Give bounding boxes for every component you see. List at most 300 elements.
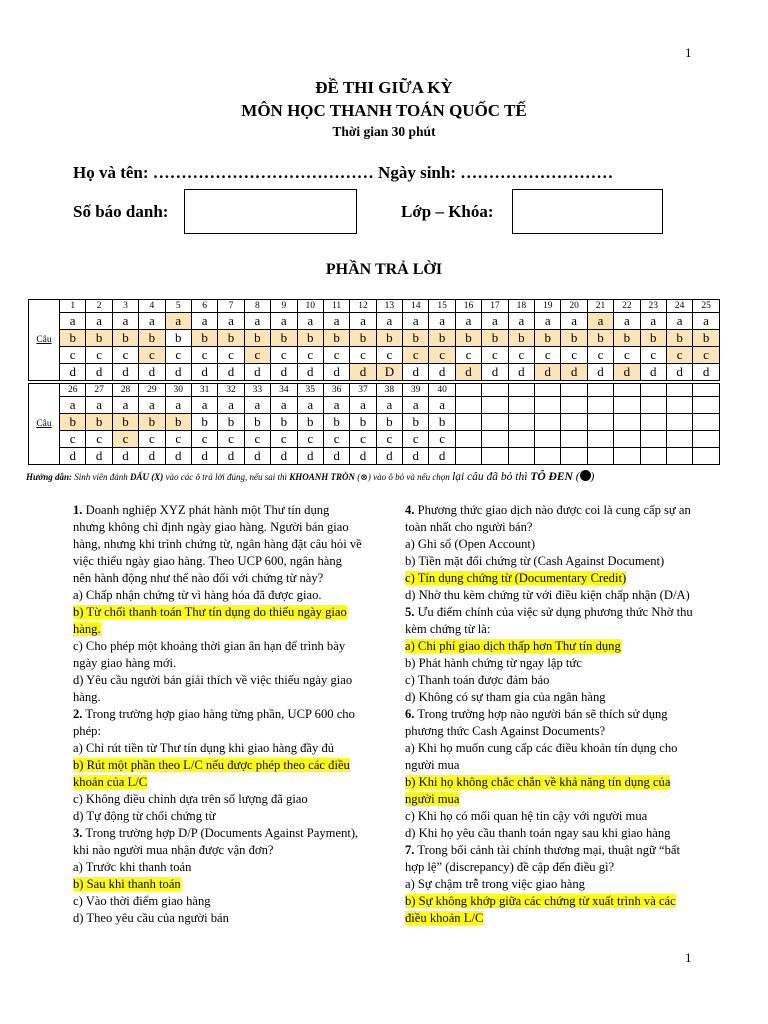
questions-right-column <box>405 502 695 927</box>
answer-option-c-cell[interactable]: c <box>666 347 692 364</box>
student-id-label: Số báo danh: <box>73 202 169 221</box>
answer-grid-2 <box>28 383 720 465</box>
answer-option-c-cell[interactable]: c <box>640 347 666 364</box>
answer-option-c-cell[interactable]: c <box>218 347 244 364</box>
answer-option-d-cell[interactable]: d <box>614 364 640 381</box>
correct-answer-text: b) Rút một phần theo L/C nếu được phép theo các điều khoản của L/C <box>73 758 350 789</box>
empty-answer-cell <box>455 431 481 448</box>
answer-option-d-cell[interactable]: d <box>297 364 323 381</box>
answer-option-a-cell[interactable]: a <box>297 397 323 414</box>
answer-option-b-cell[interactable]: b <box>614 330 640 347</box>
answer-option-d-cell[interactable]: d <box>429 448 455 465</box>
answer-option-a-cell[interactable]: a <box>508 313 534 330</box>
answer-option-a-cell[interactable]: a <box>271 313 297 330</box>
question-number-cell: 13 <box>376 300 402 313</box>
answer-option-c-cell[interactable]: c <box>112 347 138 364</box>
answer-option-b-cell[interactable]: b <box>666 330 692 347</box>
question-number-cell: 25 <box>693 300 719 313</box>
question-number-cell: 17 <box>482 300 508 313</box>
answer-option-a-cell[interactable]: a <box>86 397 112 414</box>
answer-option-c-cell[interactable]: c <box>60 431 86 448</box>
answer-text: c) Cho phép một khoảng thời gian ân hạn để trình bày ngày giao hàng mới. <box>73 639 346 670</box>
guide-open-paren: ( <box>572 471 580 483</box>
answer-option-a-cell[interactable]: a <box>271 397 297 414</box>
answer-option-c-cell[interactable]: c <box>323 431 349 448</box>
answer-option-a-cell[interactable]: a <box>218 397 244 414</box>
answer-option-a-cell[interactable]: a <box>323 313 349 330</box>
question-number-cell: 22 <box>614 300 640 313</box>
answer-option <box>405 825 695 842</box>
answer-option <box>73 638 363 672</box>
answer-option-c-cell[interactable]: c <box>693 347 719 364</box>
empty-answer-cell <box>666 414 692 431</box>
answer-option-b-cell[interactable]: b <box>191 330 217 347</box>
correct-answer-text: b) Sau khi thanh toán <box>73 877 181 891</box>
answer-option-a-cell[interactable]: a <box>323 397 349 414</box>
answer-option <box>73 791 363 808</box>
empty-answer-cell <box>535 431 561 448</box>
question-number: 6. <box>405 707 415 721</box>
empty-answer-cell <box>587 414 613 431</box>
question-number: 3. <box>73 826 83 840</box>
answer-option-c-cell[interactable]: c <box>271 347 297 364</box>
answer-option-c-cell[interactable]: c <box>587 347 613 364</box>
answer-option-d-cell[interactable]: d <box>350 448 376 465</box>
answer-option-a-cell[interactable]: a <box>376 397 402 414</box>
answer-option-c-cell[interactable]: c <box>508 347 534 364</box>
answer-option-a-cell[interactable]: a <box>350 313 376 330</box>
answer-option-d-cell[interactable]: d <box>139 364 165 381</box>
question-item <box>73 502 363 587</box>
answer-option-c-cell[interactable]: c <box>376 431 402 448</box>
answer-option-a-cell[interactable]: a <box>376 313 402 330</box>
answer-option-d-cell[interactable]: d <box>403 448 429 465</box>
answer-option-a-cell[interactable]: a <box>297 313 323 330</box>
question-number-cell: 23 <box>640 300 666 313</box>
answer-option-a-cell[interactable]: a <box>165 313 191 330</box>
answer-option-d-cell[interactable]: d <box>482 364 508 381</box>
answer-option-b-cell[interactable]: b <box>244 414 270 431</box>
answer-option-a-cell[interactable]: a <box>244 313 270 330</box>
answer-option-b-cell[interactable]: b <box>297 330 323 347</box>
answer-option-a-cell[interactable]: a <box>455 313 481 330</box>
guide-circle-text: KHOANH TRÒN <box>289 472 356 482</box>
answer-text: b) Tiền mặt đổi chứng từ (Cash Against Document) <box>405 554 665 568</box>
questions-left-column <box>73 502 363 927</box>
answer-option-b-cell[interactable]: b <box>323 330 349 347</box>
answer-option <box>405 553 695 570</box>
answer-option-d-cell[interactable]: d <box>455 364 481 381</box>
answer-option-b-cell[interactable]: b <box>403 414 429 431</box>
answer-option-d-cell[interactable]: d <box>165 448 191 465</box>
answer-option-d-cell[interactable]: d <box>139 448 165 465</box>
question-number-cell <box>561 384 587 397</box>
empty-answer-cell <box>614 431 640 448</box>
name-birthdate-line: Họ và tên: ………………………………… Ngày sinh: ……………………… <box>73 163 614 182</box>
empty-answer-cell <box>508 414 534 431</box>
empty-answer-cell <box>535 414 561 431</box>
answer-option-a-cell[interactable]: a <box>165 397 191 414</box>
answer-text: c) Không điều chỉnh dựa trên số lượng đã giao <box>73 792 308 806</box>
answer-option-c-cell[interactable]: c <box>403 431 429 448</box>
empty-answer-cell <box>666 397 692 414</box>
answer-option-d-cell[interactable]: d <box>403 364 429 381</box>
answer-option-d-cell[interactable]: d <box>376 448 402 465</box>
empty-answer-cell <box>640 414 666 431</box>
question-number-cell: 10 <box>297 300 323 313</box>
answer-option-b-cell[interactable]: b <box>112 414 138 431</box>
answer-option-d-cell[interactable]: d <box>218 448 244 465</box>
question-item <box>405 604 695 638</box>
empty-answer-cell <box>666 431 692 448</box>
empty-answer-cell <box>508 448 534 465</box>
empty-answer-cell <box>614 414 640 431</box>
answer-option <box>405 638 695 655</box>
question-number-cell: 19 <box>535 300 561 313</box>
question-number-cell: 9 <box>271 300 297 313</box>
answer-option-b-cell[interactable]: b <box>376 330 402 347</box>
answer-option-b-cell[interactable]: b <box>271 330 297 347</box>
question-number-cell: 2 <box>86 300 112 313</box>
empty-answer-cell <box>640 397 666 414</box>
answer-text: c) Thanh toán được đảm bảo <box>405 673 550 687</box>
answer-option-d-cell[interactable]: d <box>112 448 138 465</box>
answer-option-b-cell[interactable]: b <box>271 414 297 431</box>
question-number-cell: 20 <box>561 300 587 313</box>
answer-option-a-cell[interactable]: a <box>60 313 86 330</box>
answer-option-b-cell[interactable]: b <box>86 414 112 431</box>
answer-option-d-cell[interactable]: d <box>165 364 191 381</box>
answer-option-a-cell[interactable]: a <box>535 313 561 330</box>
answer-option <box>405 808 695 825</box>
answer-option-b-cell[interactable]: b <box>350 330 376 347</box>
guide-text-1: Sinh viên đánh <box>71 472 130 482</box>
answer-option-d-cell[interactable]: d <box>60 448 86 465</box>
answer-option-b-cell[interactable]: b <box>60 414 86 431</box>
page-number-bottom: 1 <box>685 950 692 965</box>
answer-option-a-cell[interactable]: a <box>614 313 640 330</box>
answer-text: d) Khi họ yêu cầu thanh toán ngay sau khi giao hàng <box>405 826 671 840</box>
answer-option-a-cell[interactable]: a <box>244 397 270 414</box>
answer-option-d-cell[interactable]: d <box>244 364 270 381</box>
answer-option-c-cell[interactable]: c <box>403 347 429 364</box>
answer-option-a-cell[interactable]: a <box>482 313 508 330</box>
question-number-cell: 29 <box>139 384 165 397</box>
question-number-cell: 37 <box>350 384 376 397</box>
answer-option-d-cell[interactable]: d <box>350 364 376 381</box>
answer-option-b-cell[interactable]: b <box>218 414 244 431</box>
answer-option-c-cell[interactable]: c <box>218 431 244 448</box>
filled-circle-icon <box>580 470 591 481</box>
exam-title: ĐỀ THI GIỮA KỲ <box>315 78 453 97</box>
answer-text: d) Tự động từ chối chứng từ <box>73 809 216 823</box>
answer-option-a-cell[interactable]: a <box>112 313 138 330</box>
answer-option-a-cell[interactable]: a <box>139 313 165 330</box>
answer-option-a-cell[interactable]: a <box>139 397 165 414</box>
answer-option-d-cell[interactable]: d <box>429 364 455 381</box>
answer-option-c-cell[interactable]: c <box>376 347 402 364</box>
empty-answer-cell <box>455 414 481 431</box>
answer-option-d-cell[interactable]: d <box>191 448 217 465</box>
answer-option-a-cell[interactable]: a <box>403 313 429 330</box>
guide-prefix: Hướng dẫn: <box>26 472 72 482</box>
answer-option-b-cell[interactable]: b <box>535 330 561 347</box>
answer-option-a-cell[interactable]: a <box>587 313 613 330</box>
answer-text: d) Nhờ thu kèm chứng từ với điều kiện chấp nhận (D/A) <box>405 588 690 602</box>
answer-option-b-cell[interactable]: b <box>350 414 376 431</box>
question-number-cell: 24 <box>666 300 692 313</box>
answer-option <box>405 536 695 553</box>
question-text: Trong trường hợp giao hàng từng phần, UCP 600 cho phép: <box>73 707 355 738</box>
answer-option <box>405 876 695 893</box>
exam-duration: Thời gian 30 phút <box>332 124 436 139</box>
empty-answer-cell <box>508 397 534 414</box>
correct-answer-text: b) Sự không khớp giữa các chứng từ xuất trình và các điều khoản L/C <box>405 894 676 925</box>
empty-answer-cell <box>693 431 719 448</box>
course-title: MÔN HỌC THANH TOÁN QUỐC TẾ <box>241 101 527 120</box>
question-number-cell: 8 <box>244 300 270 313</box>
answer-option-c-cell[interactable]: c <box>350 431 376 448</box>
empty-answer-cell <box>614 397 640 414</box>
answer-option-a-cell[interactable]: a <box>350 397 376 414</box>
block2-row-label: Câu <box>29 384 60 465</box>
question-number-cell <box>535 384 561 397</box>
question-number-cell: 36 <box>323 384 349 397</box>
answer-option-c-cell[interactable]: c <box>561 347 587 364</box>
answer-option-c-cell[interactable]: c <box>86 431 112 448</box>
answer-option-c-cell[interactable]: c <box>244 431 270 448</box>
correct-answer-text: b) Từ chối thanh toán Thư tín dụng do thiếu ngày giao hàng. <box>73 605 347 636</box>
answer-option-b-cell[interactable]: b <box>191 414 217 431</box>
answer-option-b-cell[interactable]: b <box>429 414 455 431</box>
answer-option-d-cell[interactable]: d <box>640 364 666 381</box>
answer-option-b-cell[interactable]: b <box>139 330 165 347</box>
answer-option-c-cell[interactable]: c <box>244 347 270 364</box>
answer-option-a-cell[interactable]: a <box>191 313 217 330</box>
question-number-cell: 5 <box>165 300 191 313</box>
answer-option-a-cell[interactable]: a <box>640 313 666 330</box>
answer-option-a-cell[interactable]: a <box>561 313 587 330</box>
answer-option-b-cell[interactable]: b <box>139 414 165 431</box>
answer-option-c-cell[interactable]: c <box>86 347 112 364</box>
answer-option-d-cell[interactable]: d <box>191 364 217 381</box>
question-number-cell: 11 <box>323 300 349 313</box>
question-number-cell <box>482 384 508 397</box>
answer-option-c-cell[interactable]: c <box>297 431 323 448</box>
answer-option-c-cell[interactable]: c <box>191 347 217 364</box>
empty-answer-cell <box>561 397 587 414</box>
answer-option-a-cell[interactable]: a <box>60 397 86 414</box>
answer-option-a-cell[interactable]: a <box>429 397 455 414</box>
empty-answer-cell <box>587 397 613 414</box>
empty-answer-cell <box>561 414 587 431</box>
answer-option-c-cell[interactable]: c <box>297 347 323 364</box>
answer-option <box>73 740 363 757</box>
question-item <box>405 502 695 536</box>
answer-grid-1 <box>28 299 720 381</box>
question-item <box>405 842 695 876</box>
answer-option <box>405 893 695 927</box>
answer-option-d-cell[interactable]: d <box>587 364 613 381</box>
answer-option-d-cell[interactable]: d <box>693 364 719 381</box>
answer-option-b-cell[interactable]: b <box>403 330 429 347</box>
answer-text: a) Trước khi thanh toán <box>73 860 192 874</box>
empty-answer-cell <box>693 414 719 431</box>
empty-answer-cell <box>508 431 534 448</box>
correct-answer-text: c) Tín dụng chứng từ (Documentary Credit) <box>405 571 627 585</box>
answer-option-c-cell[interactable]: c <box>323 347 349 364</box>
guide-mark-text: DẤU (X) <box>129 472 164 482</box>
question-number-cell <box>640 384 666 397</box>
answer-option-b-cell[interactable]: b <box>86 330 112 347</box>
question-number-cell: 26 <box>60 384 86 397</box>
answer-option-d-cell[interactable]: d <box>297 448 323 465</box>
answer-option <box>405 689 695 706</box>
question-number: 2. <box>73 707 83 721</box>
answer-option-a-cell[interactable]: a <box>429 313 455 330</box>
answer-option-b-cell[interactable]: b <box>244 330 270 347</box>
answer-option-a-cell[interactable]: a <box>191 397 217 414</box>
answer-option-b-cell[interactable]: b <box>323 414 349 431</box>
answer-option-b-cell[interactable]: b <box>640 330 666 347</box>
guide-text-2: vào các ô trả lời đúng, nếu sai thì <box>163 472 290 482</box>
answer-option-d-cell[interactable]: D <box>376 364 402 381</box>
answer-option-d-cell[interactable]: d <box>666 364 692 381</box>
answer-option-b-cell[interactable]: b <box>561 330 587 347</box>
answer-option-d-cell[interactable]: d <box>60 364 86 381</box>
answer-option-c-cell[interactable]: c <box>112 431 138 448</box>
answer-option <box>73 876 363 893</box>
answer-option <box>73 587 363 604</box>
answer-option-d-cell[interactable]: d <box>323 364 349 381</box>
question-number-cell <box>666 384 692 397</box>
answer-option-b-cell[interactable]: b <box>508 330 534 347</box>
answer-option-a-cell[interactable]: a <box>218 313 244 330</box>
answer-option-c-cell[interactable]: c <box>165 431 191 448</box>
answer-option-c-cell[interactable]: c <box>271 431 297 448</box>
answer-option-a-cell[interactable]: a <box>403 397 429 414</box>
answer-option-d-cell[interactable]: d <box>244 448 270 465</box>
answer-option-b-cell[interactable]: b <box>297 414 323 431</box>
answer-option-c-cell[interactable]: c <box>191 431 217 448</box>
question-number-cell: 16 <box>455 300 481 313</box>
answer-option-d-cell[interactable]: d <box>112 364 138 381</box>
student-id-box[interactable] <box>184 189 357 234</box>
answer-section-title: PHẦN TRẢ LỜI <box>325 261 443 278</box>
answer-option-b-cell[interactable]: b <box>112 330 138 347</box>
answer-option-c-cell[interactable]: c <box>535 347 561 364</box>
empty-answer-cell <box>535 397 561 414</box>
question-number-cell: 21 <box>587 300 613 313</box>
question-text: Trong bối cảnh tài chính thương mại, thuật ngữ “bất hợp lệ” (discrepancy) đề cập đến điều gì? <box>405 843 680 874</box>
answer-option <box>73 808 363 825</box>
answer-option-c-cell[interactable]: c <box>165 347 191 364</box>
answer-option-c-cell[interactable]: c <box>60 347 86 364</box>
answer-option-c-cell[interactable]: c <box>455 347 481 364</box>
question-text: Doanh nghiệp XYZ phát hành một Thư tín dụng nhưng không chỉ định ngày giao hàng. Người bán giao hàng, nhưng khi trình chứng từ, ngân hàng đặt câu hỏi về việc thiếu ngày giao hàng. Theo UCP 600, ngân hàng nên hành động như thế nào đối với chứng từ này? <box>73 503 362 585</box>
answer-option-c-cell[interactable]: c <box>614 347 640 364</box>
answer-option-b-cell[interactable]: b <box>165 414 191 431</box>
answer-option-a-cell[interactable]: a <box>666 313 692 330</box>
answer-option-c-cell[interactable]: c <box>429 347 455 364</box>
question-number-cell: 28 <box>112 384 138 397</box>
answer-option-b-cell[interactable]: b <box>60 330 86 347</box>
empty-answer-cell <box>640 448 666 465</box>
answer-option <box>73 893 363 910</box>
answer-option <box>73 910 363 927</box>
answer-option <box>405 587 695 604</box>
answer-text: a) Sự chậm trễ trong việc giao hàng <box>405 877 585 891</box>
answer-option-b-cell[interactable]: b <box>429 330 455 347</box>
question-item <box>73 706 363 740</box>
correct-answer-text: a) Chi phí giao dịch thấp hơn Thư tín dụng <box>405 639 621 653</box>
question-number-cell <box>587 384 613 397</box>
answer-option-c-cell[interactable]: c <box>139 347 165 364</box>
answer-option-d-cell[interactable]: d <box>86 448 112 465</box>
empty-answer-cell <box>587 448 613 465</box>
answer-option-d-cell[interactable]: d <box>271 448 297 465</box>
answer-option-d-cell[interactable]: d <box>535 364 561 381</box>
answer-text: d) Yêu cầu người bán giải thích về việc thiếu ngày giao hàng. <box>73 673 353 704</box>
answer-option-d-cell[interactable]: d <box>508 364 534 381</box>
question-number-cell: 27 <box>86 384 112 397</box>
answer-option-a-cell[interactable]: a <box>693 313 719 330</box>
answer-option-c-cell[interactable]: c <box>139 431 165 448</box>
answer-option-d-cell[interactable]: d <box>218 364 244 381</box>
answer-option-d-cell[interactable]: d <box>271 364 297 381</box>
empty-answer-cell <box>482 448 508 465</box>
empty-answer-cell <box>455 448 481 465</box>
question-text: Ưu điểm chính của việc sử dụng phương thức Nhờ thu kèm chứng từ là: <box>405 605 693 636</box>
answer-option-c-cell[interactable]: c <box>350 347 376 364</box>
empty-answer-cell <box>614 448 640 465</box>
answer-option <box>405 672 695 689</box>
answer-option-b-cell[interactable]: b <box>693 330 719 347</box>
answer-option-b-cell[interactable]: b <box>165 330 191 347</box>
empty-answer-cell <box>666 448 692 465</box>
answer-option-a-cell[interactable]: a <box>86 313 112 330</box>
question-number-cell: 40 <box>429 384 455 397</box>
block1-row-label: Câu <box>29 300 60 381</box>
answer-option-b-cell[interactable]: b <box>218 330 244 347</box>
page-number-top: 1 <box>685 45 692 60</box>
question-number-cell: 15 <box>429 300 455 313</box>
answer-option-b-cell[interactable]: b <box>455 330 481 347</box>
answer-text: a) Khi họ muốn cung cấp các điều khoản tín dụng cho người mua <box>405 741 678 772</box>
answer-option-b-cell[interactable]: b <box>376 414 402 431</box>
question-number-cell: 12 <box>350 300 376 313</box>
empty-answer-cell <box>587 431 613 448</box>
empty-answer-cell <box>482 431 508 448</box>
answer-option-b-cell[interactable]: b <box>587 330 613 347</box>
answer-option <box>405 740 695 774</box>
answer-option-a-cell[interactable]: a <box>112 397 138 414</box>
answer-option-b-cell[interactable]: b <box>482 330 508 347</box>
question-text: Trong trường hợp D/P (Documents Against Payment), khi nào người mua nhận được vận đơn? <box>73 826 359 857</box>
answer-option-c-cell[interactable]: c <box>429 431 455 448</box>
question-number: 5. <box>405 605 415 619</box>
question-number: 1. <box>73 503 83 517</box>
question-number-cell: 3 <box>112 300 138 313</box>
guide-text-3: (⊗) vào ô bỏ và nếu chọn <box>355 472 453 482</box>
class-box[interactable] <box>512 189 663 234</box>
answer-option-d-cell[interactable]: d <box>323 448 349 465</box>
answer-option <box>405 655 695 672</box>
answer-option-d-cell[interactable]: d <box>561 364 587 381</box>
question-item <box>73 825 363 859</box>
answer-option-d-cell[interactable]: d <box>86 364 112 381</box>
answer-option-c-cell[interactable]: c <box>482 347 508 364</box>
